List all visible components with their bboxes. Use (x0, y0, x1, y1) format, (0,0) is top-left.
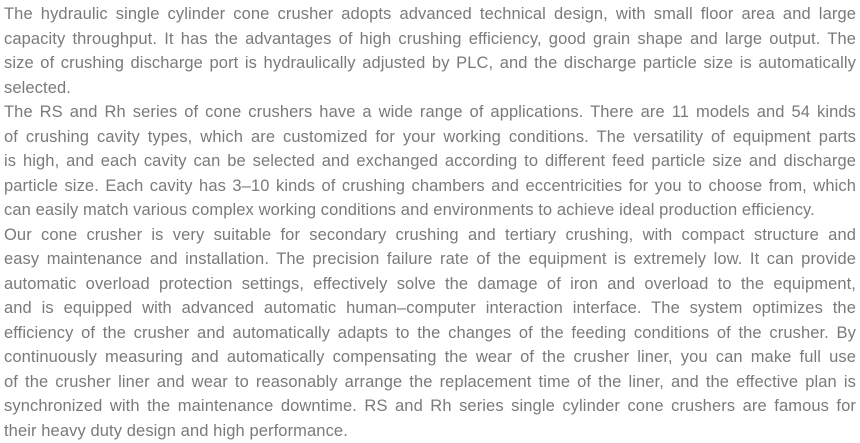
text-line: capacity throughput. It has the advantages of high crushing efficiency, good grain shape and large output. The (4, 27, 856, 52)
text-line: selected. (4, 76, 856, 101)
text-line: size of crushing discharge port is hydraulically adjusted by PLC, and the discharge particle size is automatically (4, 51, 856, 76)
text-line: Our cone crusher is very suitable for secondary crushing and tertiary crushing, with compact structure and (4, 223, 856, 248)
paragraph-2 (4, 100, 856, 223)
paragraph-1 (4, 2, 856, 100)
text-line: of the crusher liner and wear to reasonably arrange the replacement time of the liner, and the effective plan is (4, 370, 856, 395)
text-line: and is equipped with advanced automatic human–computer interaction interface. The system optimizes the (4, 296, 856, 321)
paragraph-3 (4, 223, 856, 443)
text-line: The hydraulic single cylinder cone crusher adopts advanced technical design, with small floor area and large (4, 2, 856, 27)
text-line: is high, and each cavity can be selected and exchanged according to different feed particle size and discharge (4, 149, 856, 174)
text-line: can easily match various complex working conditions and environments to achieve ideal production efficiency. (4, 198, 856, 223)
text-line: automatic overload protection settings, effectively solve the damage of iron and overload to the equipment, (4, 272, 856, 297)
text-line: efficiency of the crusher and automatically adapts to the changes of the feeding conditions of the crusher. By (4, 321, 856, 346)
text-line: their heavy duty design and high performance. (4, 419, 856, 443)
text-line: The RS and Rh series of cone crushers have a wide range of applications. There are 11 models and 54 kinds (4, 100, 856, 125)
text-line: easy maintenance and installation. The precision failure rate of the equipment is extremely low. It can provide (4, 247, 856, 272)
text-line: synchronized with the maintenance downtime. RS and Rh series single cylinder cone crushers are famous for (4, 394, 856, 419)
text-line: of crushing cavity types, which are customized for your working conditions. The versatility of equipment parts (4, 125, 856, 150)
text-line: continuously measuring and automatically compensating the wear of the crusher liner, you can make full use (4, 345, 856, 370)
text-line: particle size. Each cavity has 3–10 kinds of crushing chambers and eccentricities for you to choose from, which (4, 174, 856, 199)
